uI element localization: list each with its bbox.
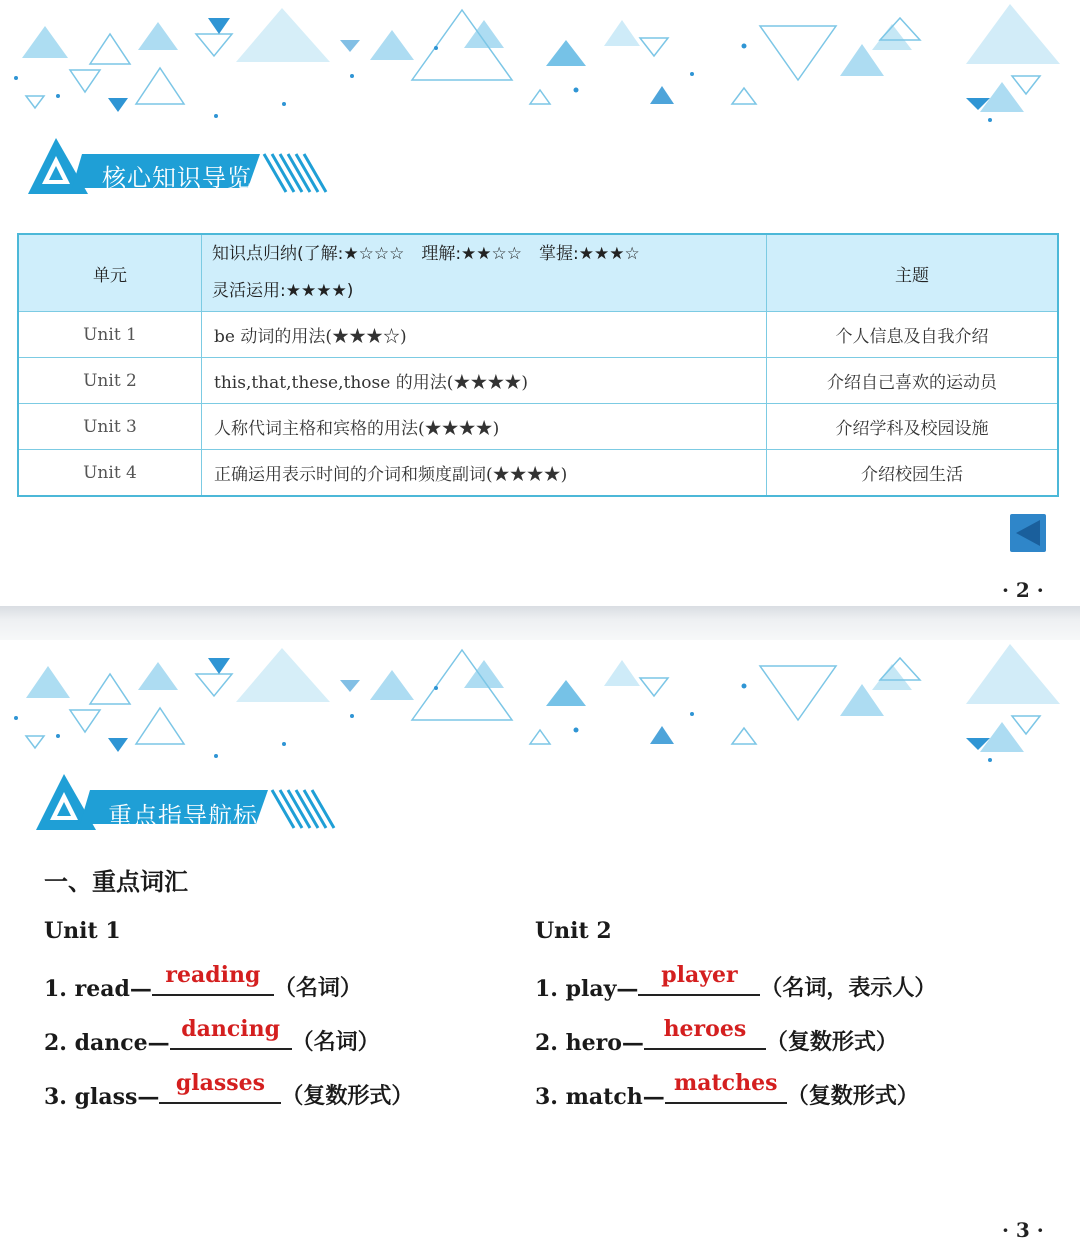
banner-title: 重点指导航标 xyxy=(108,802,258,830)
back-button[interactable] xyxy=(1010,514,1046,552)
cell-unit: Unit 1 xyxy=(18,312,202,358)
knowledge-table xyxy=(17,233,1059,497)
banner-title: 核心知识导览 xyxy=(102,164,252,192)
vocab-item xyxy=(44,1016,380,1060)
table-header-row xyxy=(18,234,1058,312)
vocab-prompt: 1. read— xyxy=(44,976,152,1002)
header-theme: 主题 xyxy=(767,234,1059,312)
unit-heading: Unit 1 xyxy=(44,918,121,944)
table-row xyxy=(18,450,1058,497)
vocab-prompt: 3. match— xyxy=(535,1084,665,1110)
cell-theme: 个人信息及自我介绍 xyxy=(767,312,1059,358)
table-row xyxy=(18,404,1058,450)
page-number: · 2 · xyxy=(1002,578,1044,602)
vocab-item xyxy=(535,962,937,1006)
answer-blank: glasses xyxy=(159,1068,281,1104)
header-unit: 单元 xyxy=(18,234,202,312)
cell-theme: 介绍学科及校园设施 xyxy=(767,404,1059,450)
section-banner xyxy=(20,138,340,198)
section-heading: 一、重点词汇 xyxy=(44,868,188,896)
answer-blank: player xyxy=(638,960,760,996)
section-banner xyxy=(28,774,348,834)
vocab-note: （名词，表示人） xyxy=(760,976,937,1001)
vocab-prompt: 2. hero— xyxy=(535,1030,644,1056)
header-knowledge-line1: 知识点归纳(了解:★☆☆☆ 理解:★★☆☆ 掌握:★★★☆ xyxy=(212,244,640,264)
header-knowledge-line2: 灵活运用:★★★★) xyxy=(212,281,354,301)
triangle-decoration xyxy=(0,640,1080,770)
vocab-item xyxy=(44,1070,414,1114)
page-3 xyxy=(0,640,1080,1249)
cell-knowledge: 人称代词主格和宾格的用法(★★★★) xyxy=(202,404,767,450)
triangle-left-icon xyxy=(1010,514,1046,552)
vocab-prompt: 2. dance— xyxy=(44,1030,170,1056)
page-2 xyxy=(0,0,1080,606)
vocab-item xyxy=(535,1070,919,1114)
vocab-note: （复数形式） xyxy=(765,1030,898,1055)
cell-unit: Unit 2 xyxy=(18,358,202,404)
cell-unit: Unit 3 xyxy=(18,404,202,450)
cell-knowledge: this,that,these,those 的用法(★★★★) xyxy=(202,358,767,404)
vocab-item xyxy=(535,1016,898,1060)
triangle-decoration xyxy=(0,0,1080,130)
vocab-note: （复数形式） xyxy=(281,1084,414,1109)
vocab-prompt: 3. glass— xyxy=(44,1084,160,1110)
cell-theme: 介绍校园生活 xyxy=(767,450,1059,497)
header-knowledge xyxy=(202,234,767,312)
answer-blank: dancing xyxy=(170,1014,292,1050)
vocab-note: （复数形式） xyxy=(786,1084,919,1109)
unit-heading: Unit 2 xyxy=(535,918,612,944)
vocab-note: （名词） xyxy=(273,976,362,1001)
vocab-item xyxy=(44,962,362,1006)
page-number: · 3 · xyxy=(1002,1218,1044,1242)
table-row xyxy=(18,312,1058,358)
cell-knowledge: be 动词的用法(★★★☆) xyxy=(202,312,767,358)
answer-blank: reading xyxy=(152,960,274,996)
table-row xyxy=(18,358,1058,404)
vocab-note: （名词） xyxy=(291,1030,380,1055)
answer-blank: matches xyxy=(665,1068,787,1104)
cell-knowledge: 正确运用表示时间的介词和频度副词(★★★★) xyxy=(202,450,767,497)
page-divider xyxy=(0,606,1080,640)
vocab-prompt: 1. play— xyxy=(535,976,639,1002)
cell-theme: 介绍自己喜欢的运动员 xyxy=(767,358,1059,404)
cell-unit: Unit 4 xyxy=(18,450,202,497)
answer-blank: heroes xyxy=(644,1014,766,1050)
